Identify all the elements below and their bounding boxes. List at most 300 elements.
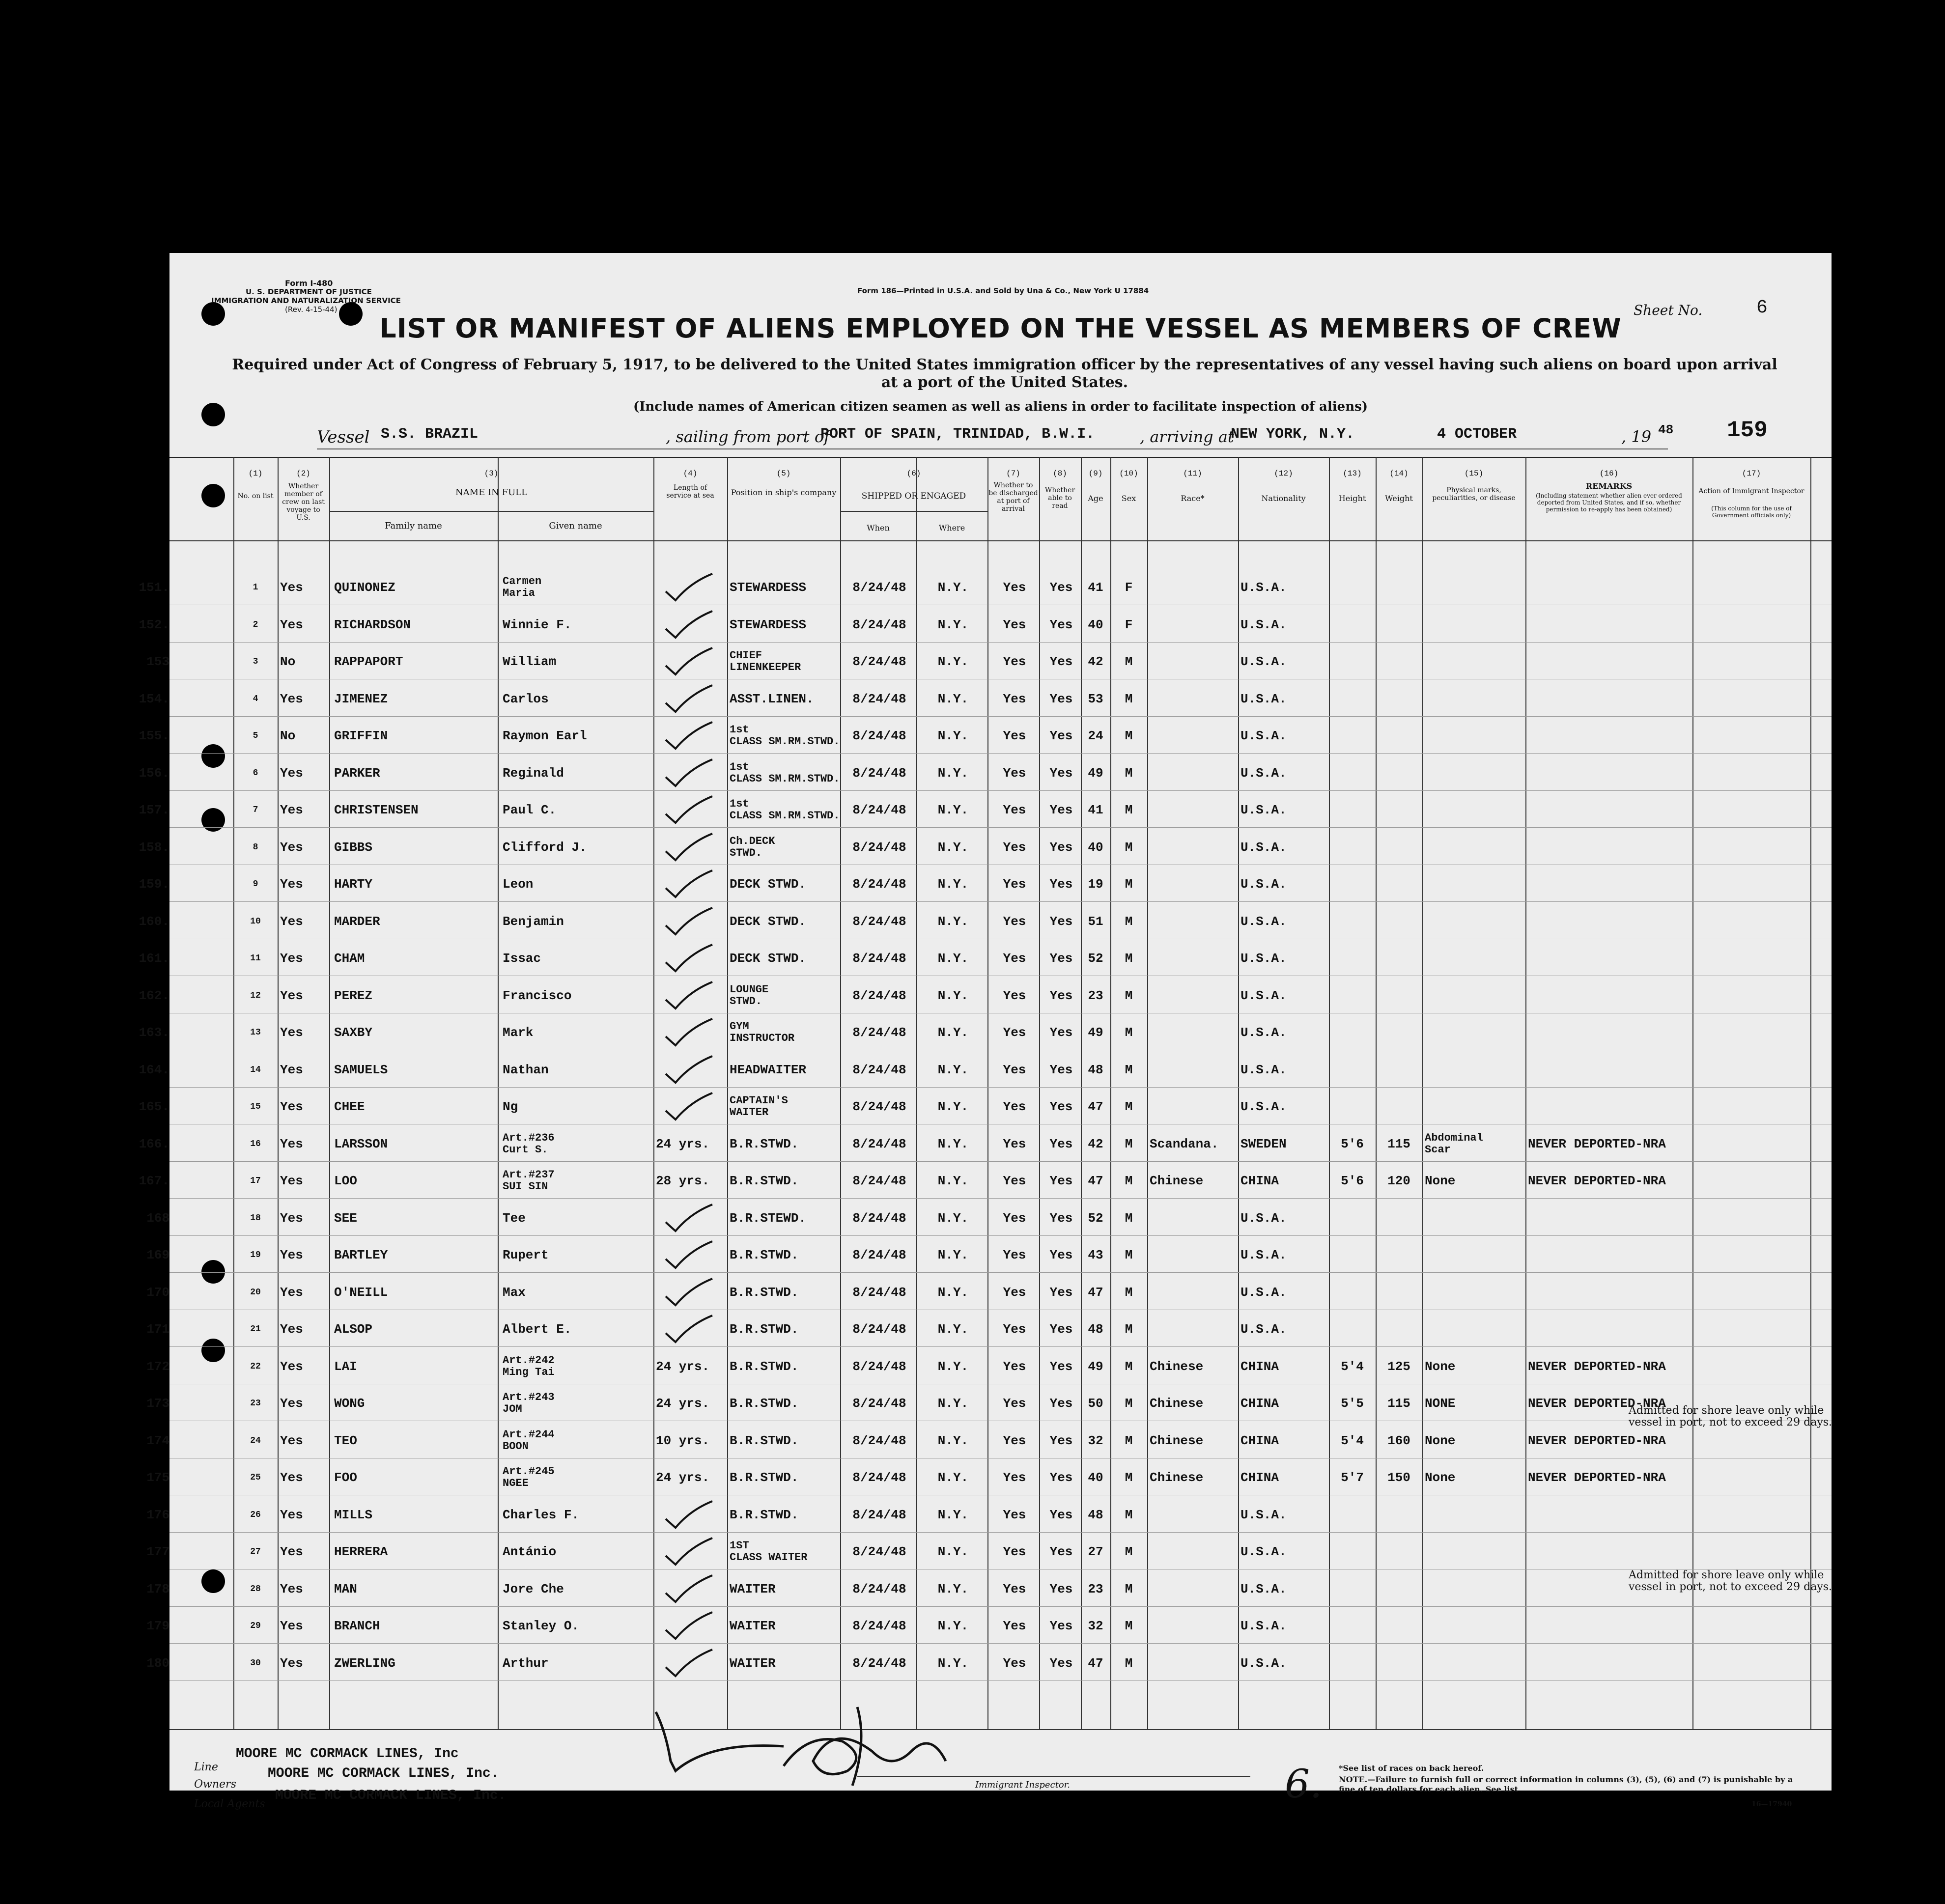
row-height — [1329, 1497, 1376, 1533]
row-able-to-read: Yes — [1049, 1025, 1073, 1040]
row-given-name: Ng — [503, 1099, 518, 1114]
row-position: 1st CLASS SM.RM.STWD. — [730, 798, 840, 822]
table-row — [139, 718, 1832, 754]
row-position: B.R.STWD. — [730, 1174, 799, 1188]
row-shipped-when: 8/24/48 — [852, 1248, 906, 1262]
row-margin-number: 166. — [139, 1136, 169, 1151]
row-family-name: LARSSON — [334, 1136, 388, 1151]
row-shipped-when: 8/24/48 — [852, 1174, 906, 1188]
row-race — [1150, 570, 1238, 605]
row-position: B.R.STEWD. — [730, 1210, 807, 1226]
col-header-discharged: Whether to be discharged at port of arrival — [988, 481, 1038, 513]
row-age: 52 — [1088, 951, 1103, 966]
row-margin-number: 179 — [146, 1619, 169, 1633]
check-mark-icon — [663, 684, 717, 714]
row-length-of-service: 28 yrs. — [656, 1174, 710, 1188]
row-given-name: Clifford J. — [503, 840, 587, 855]
table-row — [146, 1497, 1832, 1533]
row-physical-marks: None — [1425, 1359, 1456, 1374]
row-weight — [1376, 1237, 1422, 1273]
row-sex: M — [1125, 1433, 1133, 1448]
check-mark-icon — [663, 907, 717, 936]
table-row — [139, 904, 1832, 939]
row-given-name: Art.#237 SUI SIN — [503, 1169, 555, 1193]
row-family-name: MARDER — [334, 914, 380, 929]
row-position: B.R.STWD. — [730, 1322, 799, 1337]
check-mark-icon — [663, 795, 717, 825]
row-weight — [1376, 1497, 1422, 1533]
row-race — [1150, 1534, 1238, 1569]
row-previous-voyage: Yes — [280, 1099, 303, 1114]
row-discharge: Yes — [1003, 1359, 1026, 1374]
row-margin-number: 177 — [146, 1544, 169, 1559]
row-previous-voyage: Yes — [280, 988, 303, 1003]
row-sex: M — [1125, 1248, 1133, 1262]
row-remarks — [1528, 1089, 1692, 1124]
row-sex: M — [1125, 1136, 1133, 1151]
row-list-number: 12 — [250, 990, 261, 1001]
row-remarks — [1528, 1534, 1692, 1569]
table-row — [146, 644, 1832, 679]
row-list-number: 7 — [253, 805, 258, 815]
row-height: 5'6 — [1341, 1136, 1364, 1151]
row-shipped-where: N.Y. — [937, 951, 969, 966]
row-weight — [1376, 681, 1422, 717]
row-family-name: RAPPAPORT — [334, 654, 403, 669]
row-remarks — [1528, 904, 1692, 939]
row-given-name: Charles F. — [503, 1507, 580, 1522]
row-weight — [1376, 570, 1422, 605]
row-discharge: Yes — [1003, 877, 1026, 892]
row-given-name: Leon — [503, 877, 534, 892]
row-previous-voyage: Yes — [280, 840, 303, 855]
row-shipped-where: N.Y. — [937, 877, 969, 892]
row-sex: M — [1125, 1359, 1133, 1374]
table-row — [146, 1275, 1832, 1310]
row-able-to-read: Yes — [1049, 1359, 1073, 1374]
row-height — [1329, 607, 1376, 643]
line-label: Line — [194, 1761, 218, 1773]
row-shipped-where: N.Y. — [937, 1544, 969, 1559]
row-sex: M — [1125, 1174, 1133, 1188]
row-family-name: HERRERA — [334, 1544, 388, 1559]
row-list-number: 10 — [250, 916, 261, 926]
row-shipped-when: 8/24/48 — [852, 1581, 906, 1596]
row-list-number: 25 — [250, 1473, 261, 1483]
row-family-name: GIBBS — [334, 840, 373, 855]
row-physical-marks — [1425, 756, 1525, 791]
row-margin-number: 152. — [139, 617, 169, 632]
row-age: 23 — [1088, 1581, 1103, 1596]
col-header-position: Position in ship's company — [731, 488, 837, 497]
row-height — [1329, 1608, 1376, 1644]
departure-port: PORT OF SPAIN, TRINIDAD, B.W.I. — [820, 426, 1095, 443]
row-able-to-read: Yes — [1049, 617, 1073, 632]
row-shipped-where: N.Y. — [937, 1507, 969, 1522]
row-shipped-where: N.Y. — [937, 691, 969, 706]
row-shipped-when: 8/24/48 — [852, 877, 906, 892]
row-given-name: Art.#244 BOON — [503, 1428, 555, 1453]
row-margin-number: 173 — [146, 1396, 169, 1411]
row-remarks: NEVER DEPORTED-NRA — [1528, 1470, 1666, 1485]
row-shipped-where: N.Y. — [937, 1619, 969, 1633]
row-race — [1150, 1275, 1238, 1310]
table-row — [146, 1237, 1832, 1273]
sailing-label: , sailing from port of — [666, 427, 830, 446]
row-physical-marks — [1425, 607, 1525, 643]
row-family-name: SAMUELS — [334, 1062, 388, 1077]
row-previous-voyage: No — [280, 728, 296, 743]
vessel-label: Vessel — [317, 427, 370, 447]
row-height — [1329, 756, 1376, 791]
table-row — [139, 1052, 1832, 1088]
row-race — [1150, 1052, 1238, 1088]
table-row — [146, 1460, 1832, 1495]
row-height: 5'5 — [1341, 1396, 1364, 1411]
row-family-name: WONG — [334, 1396, 365, 1411]
row-age: 42 — [1088, 654, 1103, 669]
row-length-of-service: 24 yrs. — [656, 1136, 710, 1151]
row-able-to-read: Yes — [1049, 728, 1073, 743]
row-race — [1150, 830, 1238, 865]
row-shipped-where: N.Y. — [937, 728, 969, 743]
row-height — [1329, 644, 1376, 679]
row-shipped-where: N.Y. — [937, 1655, 969, 1671]
row-nationality: U.S.A. — [1240, 951, 1287, 966]
row-height — [1329, 830, 1376, 865]
row-shipped-when: 8/24/48 — [852, 1433, 906, 1448]
row-remarks — [1528, 978, 1692, 1013]
row-weight — [1376, 904, 1422, 939]
col-num-15: (15) — [1464, 469, 1484, 478]
row-weight — [1376, 1015, 1422, 1050]
row-height — [1329, 1089, 1376, 1124]
row-discharge: Yes — [1003, 1655, 1026, 1671]
row-discharge: Yes — [1003, 765, 1026, 781]
check-mark-icon — [663, 833, 717, 862]
row-sex: M — [1125, 765, 1133, 781]
row-physical-marks — [1425, 830, 1525, 865]
row-weight: 115 — [1387, 1396, 1410, 1411]
row-remarks — [1528, 1312, 1692, 1347]
row-physical-marks: None — [1425, 1174, 1456, 1188]
row-given-name: Carmen Maria — [503, 575, 542, 599]
row-nationality: U.S.A. — [1240, 1062, 1287, 1077]
row-shipped-when: 8/24/48 — [852, 1619, 906, 1633]
row-weight — [1376, 1312, 1422, 1347]
row-length-of-service: 24 yrs. — [656, 1470, 710, 1485]
footer-rule — [169, 1729, 1832, 1730]
row-remarks: NEVER DEPORTED-NRA — [1528, 1136, 1666, 1151]
row-position: B.R.STWD. — [730, 1507, 799, 1522]
table-row — [139, 681, 1832, 717]
form-code: 16—17940 — [1751, 1800, 1792, 1808]
row-margin-number: 156. — [139, 765, 169, 781]
row-family-name: ALSOP — [334, 1322, 373, 1337]
row-previous-voyage: Yes — [280, 1396, 303, 1411]
row-height — [1329, 718, 1376, 754]
row-position: GYM INSTRUCTOR — [730, 1020, 795, 1044]
table-row — [139, 1089, 1832, 1124]
row-sex: M — [1125, 654, 1133, 669]
row-previous-voyage: Yes — [280, 1285, 303, 1300]
row-given-name: Mark — [503, 1025, 534, 1040]
row-previous-voyage: Yes — [280, 1359, 303, 1374]
row-able-to-read: Yes — [1049, 765, 1073, 781]
row-remarks: NEVER DEPORTED-NRA — [1528, 1433, 1666, 1448]
row-given-name: Benjamin — [503, 914, 564, 929]
year-prefix: , 19 — [1621, 427, 1652, 446]
row-shipped-when: 8/24/48 — [852, 914, 906, 929]
row-family-name: TEO — [334, 1433, 357, 1448]
row-nationality: U.S.A. — [1240, 1581, 1287, 1596]
row-shipped-where: N.Y. — [937, 580, 969, 595]
row-able-to-read: Yes — [1049, 1470, 1073, 1485]
row-previous-voyage: Yes — [280, 691, 303, 706]
row-weight: 120 — [1387, 1174, 1410, 1188]
row-list-number: 8 — [253, 842, 258, 852]
row-list-number: 3 — [253, 657, 258, 667]
check-mark-icon — [663, 1092, 717, 1121]
row-previous-voyage: Yes — [280, 1433, 303, 1448]
row-physical-marks — [1425, 941, 1525, 976]
check-mark-icon — [663, 1278, 717, 1307]
row-margin-number: 165. — [139, 1099, 169, 1114]
row-sex: M — [1125, 1470, 1133, 1485]
row-margin-number: 167. — [139, 1174, 169, 1188]
arriving-label: , arriving at — [1140, 427, 1234, 446]
row-nationality: U.S.A. — [1240, 1210, 1287, 1226]
row-race — [1150, 1015, 1238, 1050]
row-margin-number: 151. — [139, 580, 169, 595]
table-row — [139, 756, 1832, 791]
row-age: 49 — [1088, 1025, 1103, 1040]
page-number: 159 — [1727, 418, 1768, 443]
table-row — [146, 1646, 1832, 1681]
include-note: (Include names of American citizen seamen as well as aliens in order to facilitate inspection of aliens) — [633, 399, 1368, 414]
row-physical-marks — [1425, 792, 1525, 828]
row-discharge: Yes — [1003, 1174, 1026, 1188]
row-discharge: Yes — [1003, 1507, 1026, 1522]
row-sex: M — [1125, 1062, 1133, 1077]
row-age: 42 — [1088, 1136, 1103, 1151]
row-shipped-when: 8/24/48 — [852, 617, 906, 632]
row-remarks — [1528, 756, 1692, 791]
row-sex: M — [1125, 1210, 1133, 1226]
row-family-name: JIMENEZ — [334, 691, 388, 706]
row-position: CHIEF LINENKEEPER — [730, 649, 801, 673]
col-num-8: (8) — [1053, 469, 1067, 478]
table-row — [139, 1163, 1832, 1199]
row-discharge: Yes — [1003, 988, 1026, 1003]
row-sex: M — [1125, 1099, 1133, 1114]
row-position: 1ST CLASS WAITER — [730, 1540, 808, 1564]
check-mark-icon — [663, 1204, 717, 1233]
row-given-name: Max — [503, 1285, 526, 1300]
check-mark-icon — [663, 573, 717, 602]
owners-label: Owners — [194, 1778, 236, 1791]
table-row — [146, 1201, 1832, 1236]
check-mark-icon — [663, 1500, 717, 1530]
row-age: 52 — [1088, 1210, 1103, 1226]
row-shipped-where: N.Y. — [937, 1099, 969, 1114]
col-header-name: NAME IN FULL — [455, 487, 528, 498]
row-physical-marks: Abdominal Scar — [1425, 1131, 1483, 1156]
col-num-10: (10) — [1119, 469, 1138, 478]
row-remarks — [1528, 1237, 1692, 1273]
row-race — [1150, 941, 1238, 976]
row-previous-voyage: Yes — [280, 765, 303, 781]
row-age: 43 — [1088, 1248, 1103, 1262]
row-previous-voyage: Yes — [280, 617, 303, 632]
row-shipped-when: 8/24/48 — [852, 580, 906, 595]
row-able-to-read: Yes — [1049, 988, 1073, 1003]
row-nationality: CHINA — [1240, 1359, 1279, 1374]
row-race: Scandana. — [1150, 1136, 1219, 1151]
row-margin-number: 168 — [146, 1210, 169, 1226]
row-weight: 115 — [1387, 1136, 1410, 1151]
row-weight — [1376, 1089, 1422, 1124]
row-shipped-where: N.Y. — [937, 654, 969, 669]
row-remarks — [1528, 644, 1692, 679]
row-age: 40 — [1088, 617, 1103, 632]
row-family-name: ZWERLING — [334, 1655, 395, 1671]
check-mark-icon — [663, 1574, 717, 1604]
row-discharge: Yes — [1003, 803, 1026, 817]
row-physical-marks — [1425, 1646, 1525, 1681]
row-able-to-read: Yes — [1049, 1507, 1073, 1522]
row-remarks — [1528, 941, 1692, 976]
row-given-name: Arthur — [503, 1655, 549, 1671]
col-num-6: (6) — [906, 469, 921, 478]
row-height — [1329, 1571, 1376, 1607]
row-physical-marks — [1425, 1571, 1525, 1607]
check-mark-icon — [663, 944, 717, 973]
row-given-name: Stanley O. — [503, 1619, 580, 1633]
row-family-name: CHEE — [334, 1099, 365, 1114]
row-height — [1329, 1534, 1376, 1569]
row-able-to-read: Yes — [1049, 1062, 1073, 1077]
row-race: Chinese — [1150, 1359, 1204, 1374]
row-weight — [1376, 1571, 1422, 1607]
row-physical-marks — [1425, 1237, 1525, 1273]
row-family-name: CHAM — [334, 951, 365, 966]
table-row — [139, 607, 1832, 643]
row-discharge: Yes — [1003, 1396, 1026, 1411]
row-remarks: NEVER DEPORTED-NRA — [1528, 1359, 1666, 1374]
row-remarks: NEVER DEPORTED-NRA — [1528, 1174, 1666, 1188]
col-header-sex: Sex — [1121, 494, 1136, 503]
row-shipped-where: N.Y. — [937, 988, 969, 1003]
row-height — [1329, 1237, 1376, 1273]
row-age: 47 — [1088, 1174, 1103, 1188]
table-row — [139, 1126, 1832, 1162]
row-physical-marks — [1425, 718, 1525, 754]
row-family-name: BRANCH — [334, 1619, 380, 1633]
handwritten-sheet-number: 6. — [1285, 1761, 1323, 1807]
row-able-to-read: Yes — [1049, 1581, 1073, 1596]
row-age: 53 — [1088, 691, 1103, 706]
row-shipped-where: N.Y. — [937, 1210, 969, 1226]
row-margin-number: 160. — [139, 914, 169, 929]
owners-value: MOORE MC CORMACK LINES, Inc. — [268, 1766, 499, 1781]
service: IMMIGRATION AND NATURALIZATION SERVICE — [211, 296, 401, 305]
row-family-name: PARKER — [334, 765, 380, 781]
row-able-to-read: Yes — [1049, 877, 1073, 892]
row-able-to-read: Yes — [1049, 1655, 1073, 1671]
row-nationality: U.S.A. — [1240, 765, 1287, 781]
row-nationality: U.S.A. — [1240, 1099, 1287, 1114]
table-row — [146, 1534, 1832, 1569]
row-nationality: U.S.A. — [1240, 691, 1287, 706]
row-list-number: 18 — [250, 1213, 261, 1223]
col-header-height: Height — [1338, 494, 1366, 503]
row-discharge: Yes — [1003, 1285, 1026, 1300]
row-list-number: 21 — [250, 1324, 261, 1334]
row-margin-number: 169 — [146, 1248, 169, 1262]
row-given-name: Nathan — [503, 1062, 549, 1077]
row-family-name: GRIFFIN — [334, 728, 388, 743]
table-row — [146, 1386, 1832, 1421]
row-shipped-where: N.Y. — [937, 1285, 969, 1300]
row-shipped-when: 8/24/48 — [852, 1507, 906, 1522]
row-shipped-when: 8/24/48 — [852, 728, 906, 743]
row-nationality: U.S.A. — [1240, 1285, 1287, 1300]
row-margin-number: 153 — [146, 654, 169, 669]
row-able-to-read: Yes — [1049, 1099, 1073, 1114]
row-race — [1150, 792, 1238, 828]
row-age: 40 — [1088, 1470, 1103, 1485]
sheet-number: 6 — [1756, 297, 1768, 318]
row-physical-marks — [1425, 570, 1525, 605]
row-able-to-read: Yes — [1049, 1322, 1073, 1337]
row-previous-voyage: Yes — [280, 1248, 303, 1262]
row-family-name: QUINONEZ — [334, 580, 395, 595]
row-race — [1150, 607, 1238, 643]
row-weight — [1376, 1646, 1422, 1681]
row-remarks — [1528, 867, 1692, 902]
row-weight — [1376, 1608, 1422, 1644]
row-shipped-when: 8/24/48 — [852, 691, 906, 706]
col-header-inspector-sub: (This column for the use of Government officials only) — [1711, 505, 1792, 519]
row-position: DECK STWD. — [730, 877, 807, 892]
row-discharge: Yes — [1003, 1062, 1026, 1077]
row-remarks — [1528, 570, 1692, 605]
row-shipped-where: N.Y. — [937, 1062, 969, 1077]
row-length-of-service: 24 yrs. — [656, 1359, 710, 1374]
row-weight — [1376, 756, 1422, 791]
row-given-name: Francisco — [503, 988, 572, 1003]
row-age: 48 — [1088, 1322, 1103, 1337]
row-discharge: Yes — [1003, 1136, 1026, 1151]
check-mark-icon — [663, 1315, 717, 1344]
row-race — [1150, 1646, 1238, 1681]
row-remarks — [1528, 681, 1692, 717]
row-position: DECK STWD. — [730, 951, 807, 966]
row-able-to-read: Yes — [1049, 580, 1073, 595]
row-physical-marks: None — [1425, 1470, 1456, 1485]
row-height — [1329, 1275, 1376, 1310]
table-row — [139, 570, 1832, 605]
row-shipped-where: N.Y. — [937, 1322, 969, 1337]
row-list-number: 20 — [250, 1287, 261, 1297]
row-shipped-where: N.Y. — [937, 1248, 969, 1262]
col-num-13: (13) — [1343, 469, 1362, 478]
row-shipped-where: N.Y. — [937, 617, 969, 632]
row-physical-marks — [1425, 1312, 1525, 1347]
row-age: 49 — [1088, 765, 1103, 781]
row-shipped-when: 8/24/48 — [852, 988, 906, 1003]
